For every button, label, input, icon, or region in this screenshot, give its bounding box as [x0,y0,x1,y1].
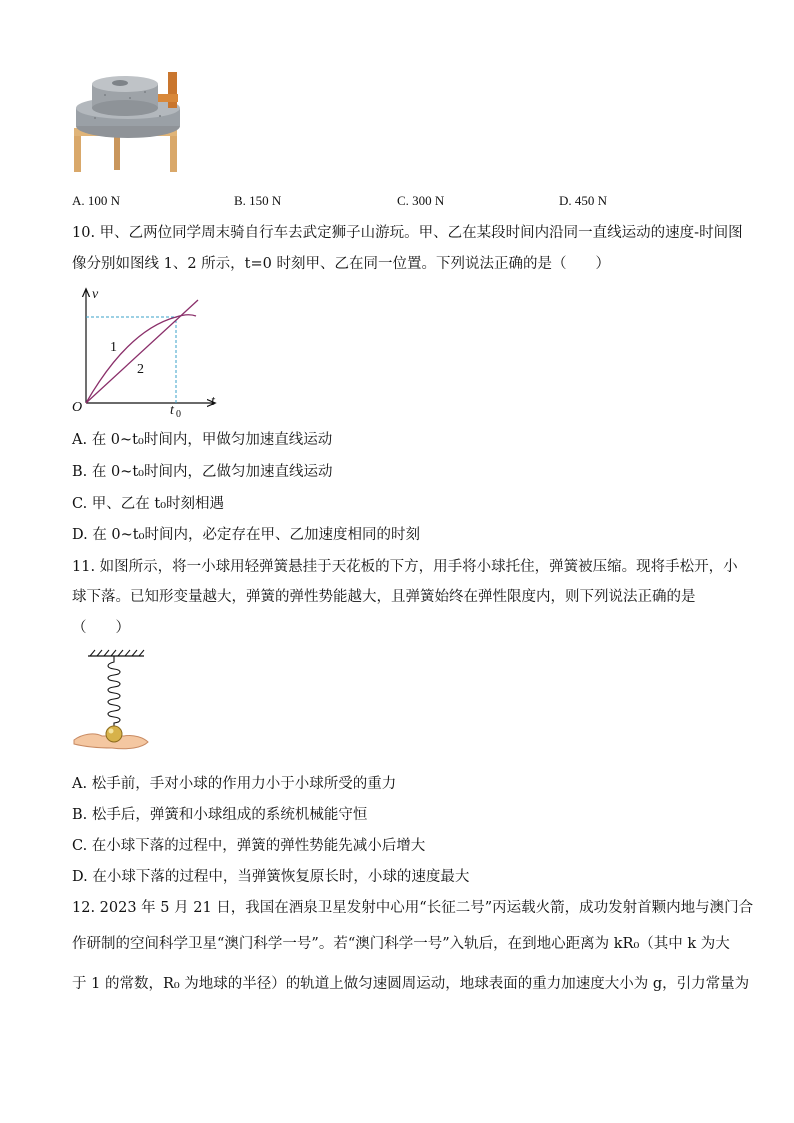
q10-option-d: D. 在 0~t₀时间内，必定存在甲、乙加速度相同的时刻 [72,527,420,543]
q12-line3: 于 1 的常数，R₀ 为地球的半径）的轨道上做匀速圆周运动，地球表面的重力加速度大小为 g，引力常量为 [72,976,750,992]
curve-2-label: 2 [137,362,144,377]
q11-option-a: A. 松手前，手对小球的作用力小于小球所受的重力 [72,776,397,792]
q9-option-b: B. 150 N [234,193,282,208]
q11-option-c: C. 在小球下落的过程中，弹簧的弹性势能先减小后增大 [72,838,426,854]
q12-line2: 作研制的空间科学卫星“澳门科学一号”。若“澳门科学一号”入轨后，在到地心距离为 kR₀（其中 k 为大 [72,936,730,952]
t-axis-label: t [211,394,215,409]
q10-stem-line1: 10. 甲、乙两位同学周末骑自行车去武定狮子山游玩。甲、乙在某段时间内沿同一直线运动的速度-时间图 [72,225,743,241]
q10-option-a: A. 在 0~t₀时间内，甲做匀加速直线运动 [72,432,333,448]
q10-option-c: C. 甲、乙在 t₀时刻相遇 [72,496,225,512]
velocity-time-graph [66,284,226,419]
q11-stem-line1: 11. 如图所示，将一小球用轻弹簧悬挂于天花板的下方，用手将小球托住，弹簧被压缩。现将手松开，小 [72,559,738,575]
q10-option-b: B. 在 0~t₀时间内，乙做匀加速直线运动 [72,464,333,480]
line-2 [86,300,198,403]
q11-stem-line3: （ ） [72,620,130,636]
origin-label: O [72,400,83,415]
t0-label: t [170,403,174,418]
q9-option-c: C. 300 N [397,193,445,208]
spring-ball-image [72,648,152,763]
q9-option-a: A. 100 N [72,193,121,208]
curve-1 [86,315,196,403]
t0-subscript: 0 [176,409,181,419]
q10-stem-line2: 像分别如图线 1、2 所示，t=0 时刻甲、乙在同一位置。下列说法正确的是（ ） [72,256,610,272]
q11-stem-line2: 球下落。已知形变量越大，弹簧的弹性势能越大，且弹簧始终在弹性限度内，则下列说法正确的是 [72,589,696,605]
millstone-image [70,70,190,175]
curve-1-label: 1 [110,340,117,355]
q12-line1: 12. 2023 年 5 月 21 日，我国在酒泉卫星发射中心用“长征二号”丙运载火箭，成功发射首颗内地与澳门合 [72,900,754,916]
q11-option-d: D. 在小球下落的过程中，当弹簧恢复原长时，小球的速度最大 [72,869,470,885]
v-axis-label: v [92,287,99,302]
q9-option-d: D. 450 N [559,193,608,208]
q11-option-b: B. 松手后，弹簧和小球组成的系统机械能守恒 [72,807,368,823]
